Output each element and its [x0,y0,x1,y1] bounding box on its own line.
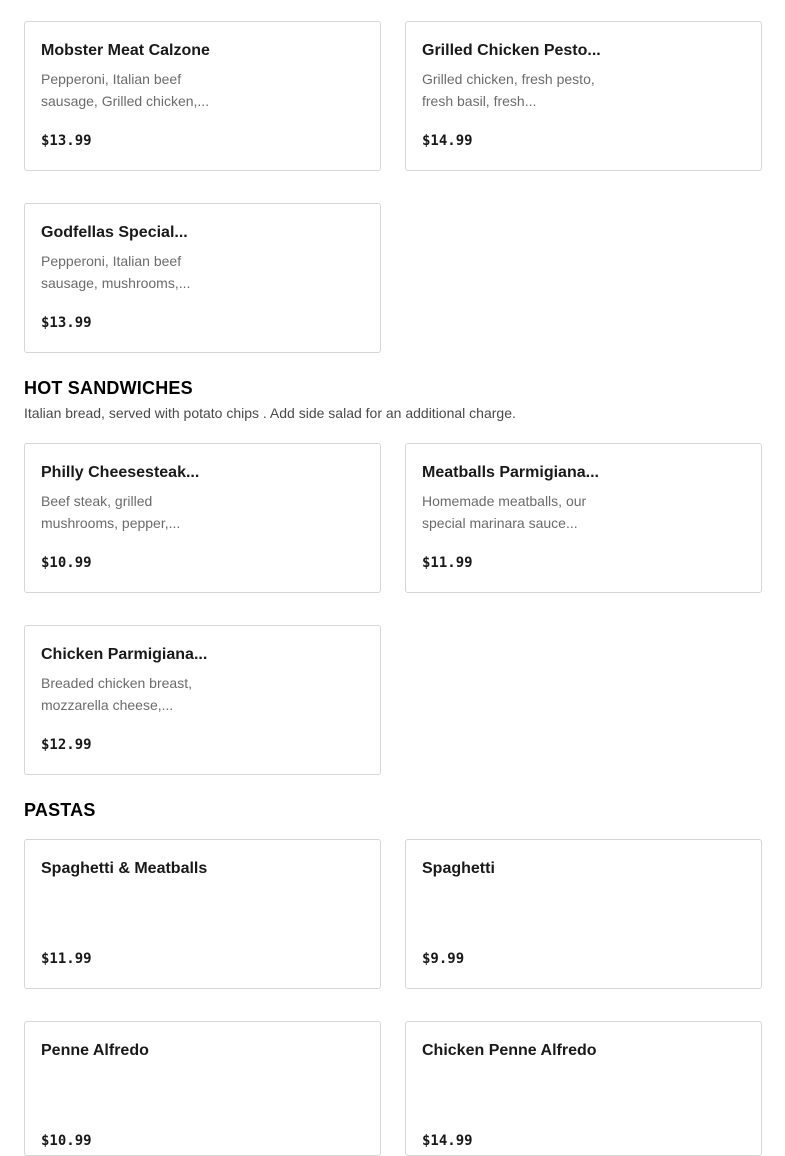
item-description [41,1068,231,1112]
item-price: $11.99 [41,951,92,967]
menu-item-card[interactable] [24,443,381,593]
item-price: $14.99 [422,133,473,149]
item-name: Mobster Meat Calzone [41,42,210,59]
menu-item-card[interactable] [24,839,381,989]
item-price: $14.99 [422,1133,473,1149]
item-description [41,886,231,930]
item-price: $10.99 [41,555,92,571]
menu-item-card[interactable] [405,443,762,593]
item-price: $11.99 [422,555,473,571]
item-name: Spaghetti & Meatballs [41,860,208,877]
item-name: Godfellas Special... [41,224,188,241]
item-description: Pepperoni, Italian beef sausage, mushrooms,... [41,253,191,291]
menu-item-card[interactable] [405,21,762,171]
item-description: Beef steak, grilled mushrooms, pepper,... [41,493,181,531]
section-header-hot-sandwiches [24,378,761,421]
item-name: Grilled Chicken Pesto... [422,42,601,59]
item-name: Chicken Parmigiana... [41,646,208,663]
menu-item-card[interactable] [405,1021,762,1156]
item-description [422,1068,612,1112]
menu-item-card[interactable] [24,203,381,353]
item-name: Spaghetti [422,860,495,877]
item-price: $10.99 [41,1133,92,1149]
item-price: $13.99 [41,315,92,331]
item-description: Grilled chicken, fresh pesto, fresh basil, fresh... [422,71,595,109]
item-price: $12.99 [41,737,92,753]
item-name: Philly Cheesesteak... [41,464,200,481]
menu-item-card[interactable] [24,1021,381,1156]
item-description [422,886,612,930]
item-name: Penne Alfredo [41,1042,149,1059]
item-price: $13.99 [41,133,92,149]
menu-item-card[interactable] [405,839,762,989]
menu-item-card[interactable] [24,21,381,171]
section-title: HOT SANDWICHES [24,378,193,398]
item-name: Meatballs Parmigiana... [422,464,599,481]
item-description: Pepperoni, Italian beef sausage, Grilled chicken,... [41,71,210,109]
item-description: Breaded chicken breast, mozzarella cheese,... [41,675,192,713]
item-price: $9.99 [422,951,465,967]
section-title: PASTAS [24,800,96,820]
section-description: Italian bread, served with potato chips . Add side salad for an additional charge. [24,405,516,421]
item-name: Chicken Penne Alfredo [422,1042,597,1059]
menu-item-card[interactable] [24,625,381,775]
section-header-pastas [24,800,761,821]
item-description: Homemade meatballs, our special marinara sauce... [422,493,587,531]
